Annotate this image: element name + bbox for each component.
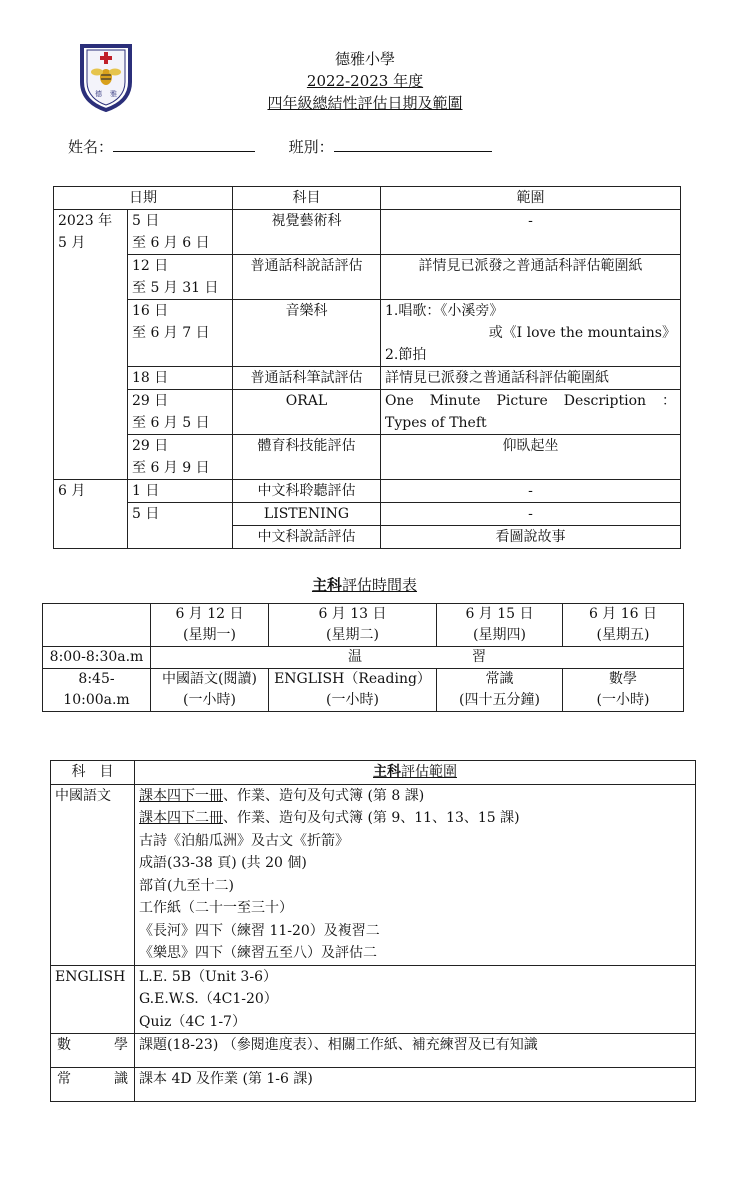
chinese-scope-line: 《長河》四下（練習 11-20）及複習二 [139, 922, 380, 939]
document-header [200, 48, 530, 114]
day-header: 6 月 16 日 (星期五) [563, 604, 684, 647]
table-row [54, 255, 681, 300]
timetable-row [43, 669, 684, 712]
row-scope: 仰臥起坐 [381, 435, 681, 480]
header-scope: 範圍 [381, 187, 681, 210]
header-subject: 科目 [233, 187, 381, 210]
chinese-scope [135, 784, 696, 965]
row-subject: 普通話科筆試評估 [233, 367, 381, 390]
name-class-row [68, 136, 492, 157]
exam-cell: ENGLISH（Reading） (一小時) [269, 669, 437, 712]
row-subject: 音樂科 [233, 300, 381, 367]
row-date: 16 日 至 6 月 7 日 [128, 300, 233, 367]
class-blank[interactable] [334, 137, 492, 152]
table-row [54, 435, 681, 480]
row-scope: 詳情見已派發之普通話科評估範圍紙 [381, 367, 681, 390]
chinese-scope-line: 工作紙（二十一至三十） [139, 900, 293, 916]
timetable-header-row [43, 604, 684, 647]
exam-cell: 中國語文(閱讀) (一小時) [151, 669, 269, 712]
assessment-schedule-table [53, 186, 681, 549]
day-header: 6 月 13 日 (星期二) [269, 604, 437, 647]
scope-header-subject: 科 目 [51, 761, 135, 785]
scope-header-title: 主科評估範圍 [135, 761, 696, 785]
row-date: 1 日 [128, 480, 233, 503]
exam-cell: 數學 (一小時) [563, 669, 684, 712]
school-crest-logo [80, 42, 132, 112]
row-scope: 1.唱歌：《小溪旁》 或《I love the mountains》 2.節拍 [381, 300, 681, 367]
document-title: 四年級總結性評估日期及範圍 [267, 94, 463, 112]
row-scope: - [381, 210, 681, 255]
subject-english: ENGLISH [51, 965, 135, 1034]
row-scope: - [381, 480, 681, 503]
english-scope: L.E. 5B（Unit 3-6） G.E.W.S.（4C1-20） Quiz（4C 1-7） [135, 965, 696, 1034]
math-scope: 課題(18-23) （參閱進度表）、相關工作紙、補充練習及已有知識 [135, 1034, 696, 1068]
subject-general-studies: 常 識 [51, 1068, 135, 1102]
svg-text:雅: 雅 [110, 90, 117, 98]
table-row [54, 503, 681, 526]
name-label: 姓名： [68, 138, 114, 156]
day-header: 6 月 15 日 (星期四) [437, 604, 563, 647]
timetable-corner [43, 604, 151, 647]
class-label: 班別： [288, 138, 334, 156]
chinese-scope-line: 《樂思》四下（練習五至八）及評估二 [139, 945, 377, 961]
row-subject: 普通話科說話評估 [233, 255, 381, 300]
row-date: 5 日 至 6 月 6 日 [128, 210, 233, 255]
main-subject-timetable [42, 603, 684, 712]
timetable-row [43, 647, 684, 669]
school-name: 德雅小學 [334, 50, 395, 68]
time-slot: 8:45-10:00a.m [43, 669, 151, 712]
chinese-scope-line: 古詩《泊船瓜洲》及古文《折箭》 [139, 832, 349, 849]
main-subject-scope-table [50, 760, 696, 1102]
month-june: 6 月 [54, 480, 128, 549]
table-row [54, 390, 681, 435]
scope-row-chinese [51, 784, 696, 965]
svg-text:德: 德 [95, 90, 102, 98]
subject-chinese: 中國語文 [51, 784, 135, 965]
row-scope: - [381, 503, 681, 526]
school-year: 2022-2023 年度 [306, 72, 424, 90]
table-row [54, 300, 681, 367]
general-studies-scope: 課本 4D 及作業 (第 1-6 課) [135, 1068, 696, 1102]
row-date: 18 日 [128, 367, 233, 390]
row-date: 5 日 [128, 503, 233, 549]
row-scope: One Minute Picture Description ： Types of Theft [381, 390, 681, 435]
row-scope: 看圖說故事 [381, 526, 681, 549]
header-date: 日期 [54, 187, 233, 210]
scope-header-row [51, 761, 696, 785]
scope-row-english [51, 965, 696, 1034]
exam-cell: 常識 (四十五分鐘) [437, 669, 563, 712]
row-subject: 中文科說話評估 [233, 526, 381, 549]
row-subject: LISTENING [233, 503, 381, 526]
chinese-scope-line: 部首(九至十二) [139, 877, 234, 894]
day-header: 6 月 12 日 (星期一) [151, 604, 269, 647]
row-subject: 中文科聆聽評估 [233, 480, 381, 503]
chinese-scope-line: 課本四下一冊、作業、造句及句式簿 (第 8 課) [139, 787, 425, 804]
revision-cell: 温 習 [151, 647, 684, 669]
row-scope: 詳情見已派發之普通話科評估範圍紙 [381, 255, 681, 300]
table-row [54, 480, 681, 503]
subject-math: 數 學 [51, 1034, 135, 1068]
row-subject: ORAL [233, 390, 381, 435]
row-subject: 體育科技能評估 [233, 435, 381, 480]
timetable-title: 主科評估時間表 [311, 576, 418, 594]
row-subject: 視覺藝術科 [233, 210, 381, 255]
table-row [54, 210, 681, 255]
row-date: 29 日 至 6 月 9 日 [128, 435, 233, 480]
row-date: 12 日 至 5 月 31 日 [128, 255, 233, 300]
chinese-scope-line: 課本四下二冊、作業、造句及句式簿 (第 9、11、13、15 課) [139, 810, 520, 826]
table-header-row [54, 187, 681, 210]
name-blank[interactable] [113, 137, 255, 152]
chinese-scope-line: 成語(33-38 頁) (共 20 個) [139, 855, 307, 871]
table-row [54, 367, 681, 390]
scope-row-math [51, 1034, 696, 1068]
month-may: 2023 年 5 月 [54, 210, 128, 480]
row-date: 29 日 至 6 月 5 日 [128, 390, 233, 435]
time-slot: 8:00-8:30a.m [43, 647, 151, 669]
scope-row-gs [51, 1068, 696, 1102]
